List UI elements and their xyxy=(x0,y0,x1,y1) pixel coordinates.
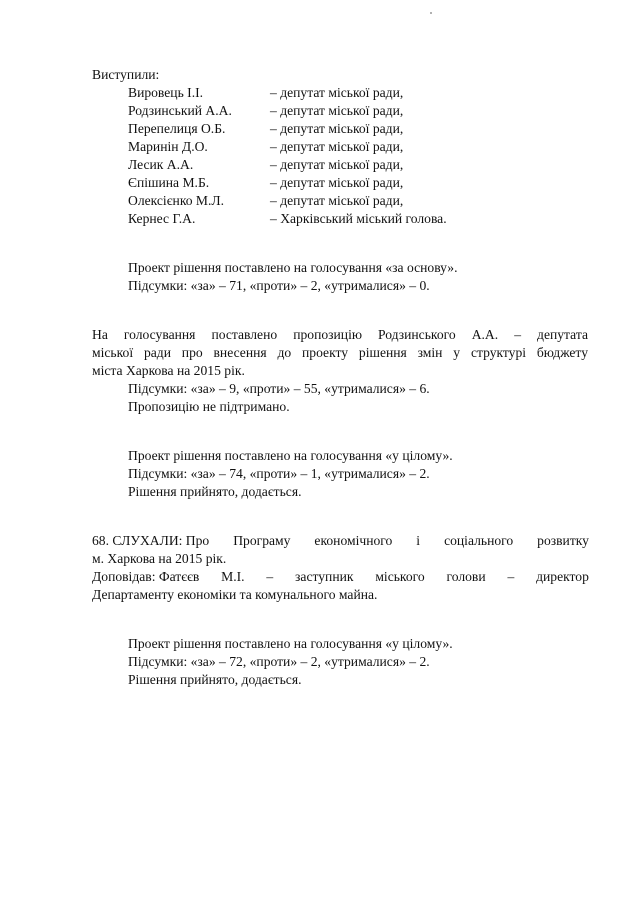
vote2-results: Підсумки: «за» – 9, «проти» – 55, «утрималися» – 6. xyxy=(128,381,430,396)
reporter-word: голови xyxy=(446,569,486,584)
reporter-word: заступник xyxy=(295,569,354,584)
vote2-line2: міської ради про внесення до проекту рішення змін у структурі бюджету xyxy=(92,345,588,360)
vote2-line3: міста Харкова на 2015 рік. xyxy=(92,363,245,378)
speaker-role: – депутат міської ради, xyxy=(270,157,404,172)
reporter-word: директор xyxy=(536,569,589,584)
vote4-text: Проект рішення поставлено на голосування «у цілому». xyxy=(128,636,453,651)
reporter-word: міського xyxy=(375,569,425,584)
item68-word: соціального xyxy=(444,533,514,548)
speaker-name: Родзинський А.А. xyxy=(128,103,232,118)
vote4-outcome: Рішення прийнято, додається. xyxy=(128,672,302,687)
vote4-results: Підсумки: «за» – 72, «проти» – 2, «утрималися» – 2. xyxy=(128,654,430,669)
reporter-word: М.І. xyxy=(221,569,245,584)
vote3-text: Проект рішення поставлено на голосування «у цілому». xyxy=(128,448,453,463)
reporter-word: – xyxy=(266,569,274,584)
item68-word: і xyxy=(416,533,421,548)
vote1-text: Проект рішення поставлено на голосування «за основу». xyxy=(128,260,458,275)
item68-word: розвитку xyxy=(537,533,589,548)
item68-word: економічного xyxy=(314,533,393,548)
item68-word: 68. СЛУХАЛИ: Про xyxy=(92,533,210,548)
vote1-results: Підсумки: «за» – 71, «проти» – 2, «утрималися» – 0. xyxy=(128,278,430,293)
reporter-word: Доповідав: Фатєєв xyxy=(92,569,200,584)
speaker-role: – депутат міської ради, xyxy=(270,85,404,100)
speaker-role: – депутат міської ради, xyxy=(270,193,404,208)
speaker-name: Лесик А.А. xyxy=(128,157,194,172)
vote3-results: Підсумки: «за» – 74, «проти» – 1, «утрималися» – 2. xyxy=(128,466,430,481)
speaker-name: Маринін Д.О. xyxy=(128,139,208,154)
item68-word: Програму xyxy=(233,533,291,548)
vote3-outcome: Рішення прийнято, додається. xyxy=(128,484,302,499)
speaker-role: – Харківський міський голова. xyxy=(270,211,447,226)
item68-heading xyxy=(92,532,589,550)
speaker-name: Вировець І.І. xyxy=(128,85,204,100)
reporter-word: – xyxy=(507,569,515,584)
speaker-name: Кернес Г.А. xyxy=(128,211,196,226)
vote2-outcome: Пропозицію не підтримано. xyxy=(128,399,290,414)
item68-reporter xyxy=(92,568,589,586)
speaker-name: Єпішина М.Б. xyxy=(128,175,210,190)
item68-line2: м. Харкова на 2015 рік. xyxy=(92,551,227,566)
speaker-role: – депутат міської ради, xyxy=(270,175,404,190)
speaker-role: – депутат міської ради, xyxy=(270,103,404,118)
speaker-name: Олексієнко М.Л. xyxy=(128,193,225,208)
speakers-heading: Виступили: xyxy=(92,67,160,82)
speaker-name: Перепелиця О.Б. xyxy=(128,121,226,136)
vote2-line1: На голосування поставлено пропозицію Родзинського А.А. – депутата xyxy=(92,327,588,342)
speaker-role: – депутат міської ради, xyxy=(270,139,404,154)
item68-line4: Департаменту економіки та комунального майна. xyxy=(92,587,378,602)
scan-dot xyxy=(430,12,432,14)
speaker-role: – депутат міської ради, xyxy=(270,121,404,136)
